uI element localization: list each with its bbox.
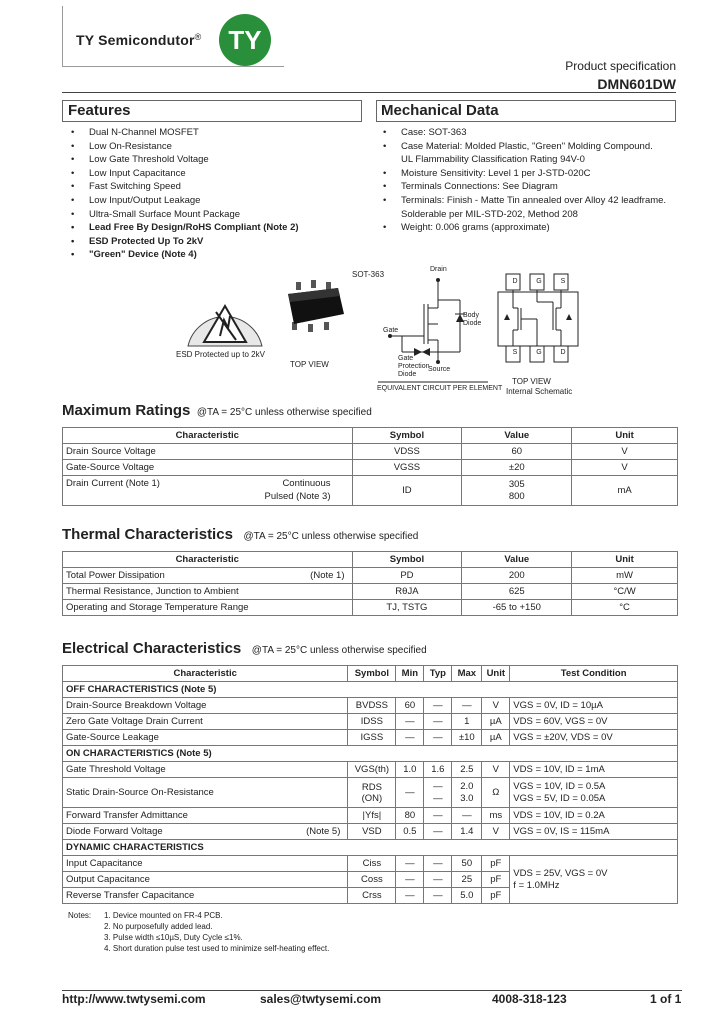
list-item: • "Green" Device (Note 4) xyxy=(65,248,365,262)
list-item: • Low Gate Threshold Voltage xyxy=(65,153,365,167)
features-list xyxy=(65,126,365,262)
list-item: • Fast Switching Speed xyxy=(65,180,365,194)
column-header: Max xyxy=(452,666,482,682)
group-header: OFF CHARACTERISTICS (Note 5) xyxy=(63,682,678,698)
table-row: Operating and Storage Temperature Range TJ, TSTG -65 to +150 °C xyxy=(63,600,678,616)
esd-caption: ESD Protected up to 2kV xyxy=(176,350,265,359)
table-row: Drain Source Voltage VDSS 60 V xyxy=(63,444,678,460)
internal-schematic-caption: Internal Schematic xyxy=(506,387,573,396)
mechanical-title: Mechanical Data xyxy=(381,102,499,119)
page-number: 1 of 1 xyxy=(650,992,682,1006)
column-header: Min xyxy=(396,666,424,682)
column-header: Test Condition xyxy=(510,666,678,682)
list-item: • ESD Protected Up To 2kV xyxy=(65,235,365,249)
thermal-table xyxy=(62,551,678,616)
list-item: • Moisture Sensitivity: Level 1 per J-STD-020C xyxy=(377,167,667,181)
gate-protection-label: Gate Protection Diode xyxy=(398,355,430,378)
package-label: SOT-363 xyxy=(352,270,385,279)
list-item: • Low Input/Output Leakage xyxy=(65,194,365,208)
list-item: • Dual N-Channel MOSFET xyxy=(65,126,365,140)
table-row: Gate-Source Leakage IGSS — — ±10 µA VGS = ±20V, VDS = 0V xyxy=(63,730,678,746)
company-name: TY Semicondutor® xyxy=(76,32,202,48)
package-icon xyxy=(282,278,348,338)
header-underline xyxy=(62,66,284,67)
pin-label: D xyxy=(512,278,518,285)
table-row: Input Capacitance Ciss — — 50 pF VDS = 25V, VGS = 0V f = 1.0MHz xyxy=(63,856,678,872)
table-row: Zero Gate Voltage Drain Current IDSS — — 1 µA VDS = 60V, VGS = 0V xyxy=(63,714,678,730)
notes-label: Notes: xyxy=(68,911,92,920)
esd-warning-icon xyxy=(180,290,270,358)
footer-rule xyxy=(62,990,682,991)
column-header: Characteristic xyxy=(63,428,353,444)
column-header: Characteristic xyxy=(63,552,353,568)
pin-label: D xyxy=(560,349,566,356)
max-ratings-table xyxy=(62,427,678,506)
list-item: • Case Material: Molded Plastic, "Green" Molding Compound. UL Flammability Classification Rating 94V-0 xyxy=(377,140,667,167)
column-header: Unit xyxy=(572,428,678,444)
max-ratings-heading: Maximum Ratings @TA = 25°C unless otherwise specified xyxy=(62,402,372,419)
table-row: Total Power Dissipation (Note 1) PD 200 mW xyxy=(63,568,678,584)
pin-label: G xyxy=(536,278,542,285)
body-diode-label: Body Diode xyxy=(463,312,482,327)
top-view-label: TOP VIEW xyxy=(290,360,329,369)
doc-type: Product specification xyxy=(565,59,676,73)
table-row: Forward Transfer Admittance |Yfs| 80 — — ms VDS = 10V, ID = 0.2A xyxy=(63,808,678,824)
table-row: Reverse Transfer Capacitance Crss — — 5.0 pF xyxy=(63,888,678,904)
list-item: • Terminals Connections: See Diagram xyxy=(377,180,667,194)
website-link[interactable]: http://www.twtysemi.com xyxy=(62,992,206,1006)
column-header: Symbol xyxy=(348,666,396,682)
email-link[interactable]: sales@twtysemi.com xyxy=(260,992,382,1006)
note-item: 2. No purposefully added lead. xyxy=(104,922,213,931)
features-title: Features xyxy=(68,102,131,119)
electrical-heading: Electrical Characteristics @TA = 25°C unless otherwise specified xyxy=(62,640,427,657)
column-header: Unit xyxy=(572,552,678,568)
list-item: • Lead Free By Design/RoHS Compliant (Note 2) xyxy=(65,221,365,235)
phone-number: 4008-318-123 xyxy=(492,992,567,1006)
table-row: Diode Forward Voltage (Note 5) VSD 0.5 — 1.4 V VGS = 0V, IS = 115mA xyxy=(63,824,678,840)
table-row: Output Capacitance Coss — — 25 pF xyxy=(63,872,678,888)
top-view-label-2: TOP VIEW xyxy=(512,377,551,386)
list-item: • Ultra-Small Surface Mount Package xyxy=(65,208,365,222)
gate-label: Gate xyxy=(383,327,399,334)
table-row: Static Drain-Source On-Resistance RDS (ON) — — — 2.0 3.0 Ω VGS = 10V, ID = 0.5A VGS = 5V, ID = 0.05A xyxy=(63,778,678,808)
electrical-table xyxy=(62,665,678,904)
column-header: Value xyxy=(462,428,572,444)
pin-label: S xyxy=(512,349,518,356)
list-item: • Terminals: Finish - Matte Tin annealed over Alloy 42 leadframe. Solderable per MIL-STD-202, Method 208 xyxy=(377,194,667,221)
column-header: Characteristic xyxy=(63,666,348,682)
table-row: Gate-Source Voltage VGSS ±20 V xyxy=(63,460,678,476)
table-row: Thermal Resistance, Junction to Ambient RθJA 625 °C/W xyxy=(63,584,678,600)
column-header: Unit xyxy=(482,666,510,682)
list-item: • Low Input Capacitance xyxy=(65,167,365,181)
group-header: DYNAMIC CHARACTERISTICS xyxy=(63,840,678,856)
company-logo: TY xyxy=(219,14,271,66)
mechanical-list xyxy=(377,126,667,235)
table-row: Drain Current (Note 1) Continuous Pulsed (Note 3) ID 305 800 mA xyxy=(63,476,678,506)
source-label: Source xyxy=(428,366,451,373)
title-rule xyxy=(62,92,676,93)
note-item: 1. Device mounted on FR-4 PCB. xyxy=(104,911,223,920)
note-item: 4. Short duration pulse test used to minimize self-heating effect. xyxy=(104,944,330,953)
notes-section xyxy=(68,910,329,954)
table-row: Drain-Source Breakdown Voltage BVDSS 60 — — V VGS = 0V, ID = 10µA xyxy=(63,698,678,714)
list-item: • Case: SOT-363 xyxy=(377,126,667,140)
thermal-heading: Thermal Characteristics @TA = 25°C unless otherwise specified xyxy=(62,526,419,543)
list-item: • Low On-Resistance xyxy=(65,140,365,154)
column-header: Symbol xyxy=(352,552,462,568)
note-item: 3. Pulse width ≤10µS, Duty Cycle ≤1%. xyxy=(104,933,243,942)
table-row: Gate Threshold Voltage VGS(th) 1.0 1.6 2.5 V VDS = 10V, ID = 1mA xyxy=(63,762,678,778)
list-item: • Weight: 0.006 grams (approximate) xyxy=(377,221,667,235)
column-header: Symbol xyxy=(352,428,462,444)
pin-label: G xyxy=(536,349,542,356)
pin-label: S xyxy=(560,278,566,285)
column-header: Value xyxy=(462,552,572,568)
equivalent-circuit-caption: EQUIVALENT CIRCUIT PER ELEMENT xyxy=(377,385,503,392)
drain-label: Drain xyxy=(430,266,447,273)
part-number: DMN601DW xyxy=(597,76,676,92)
header-divider xyxy=(62,6,63,66)
group-header: ON CHARACTERISTICS (Note 5) xyxy=(63,746,678,762)
column-header: Typ xyxy=(424,666,452,682)
